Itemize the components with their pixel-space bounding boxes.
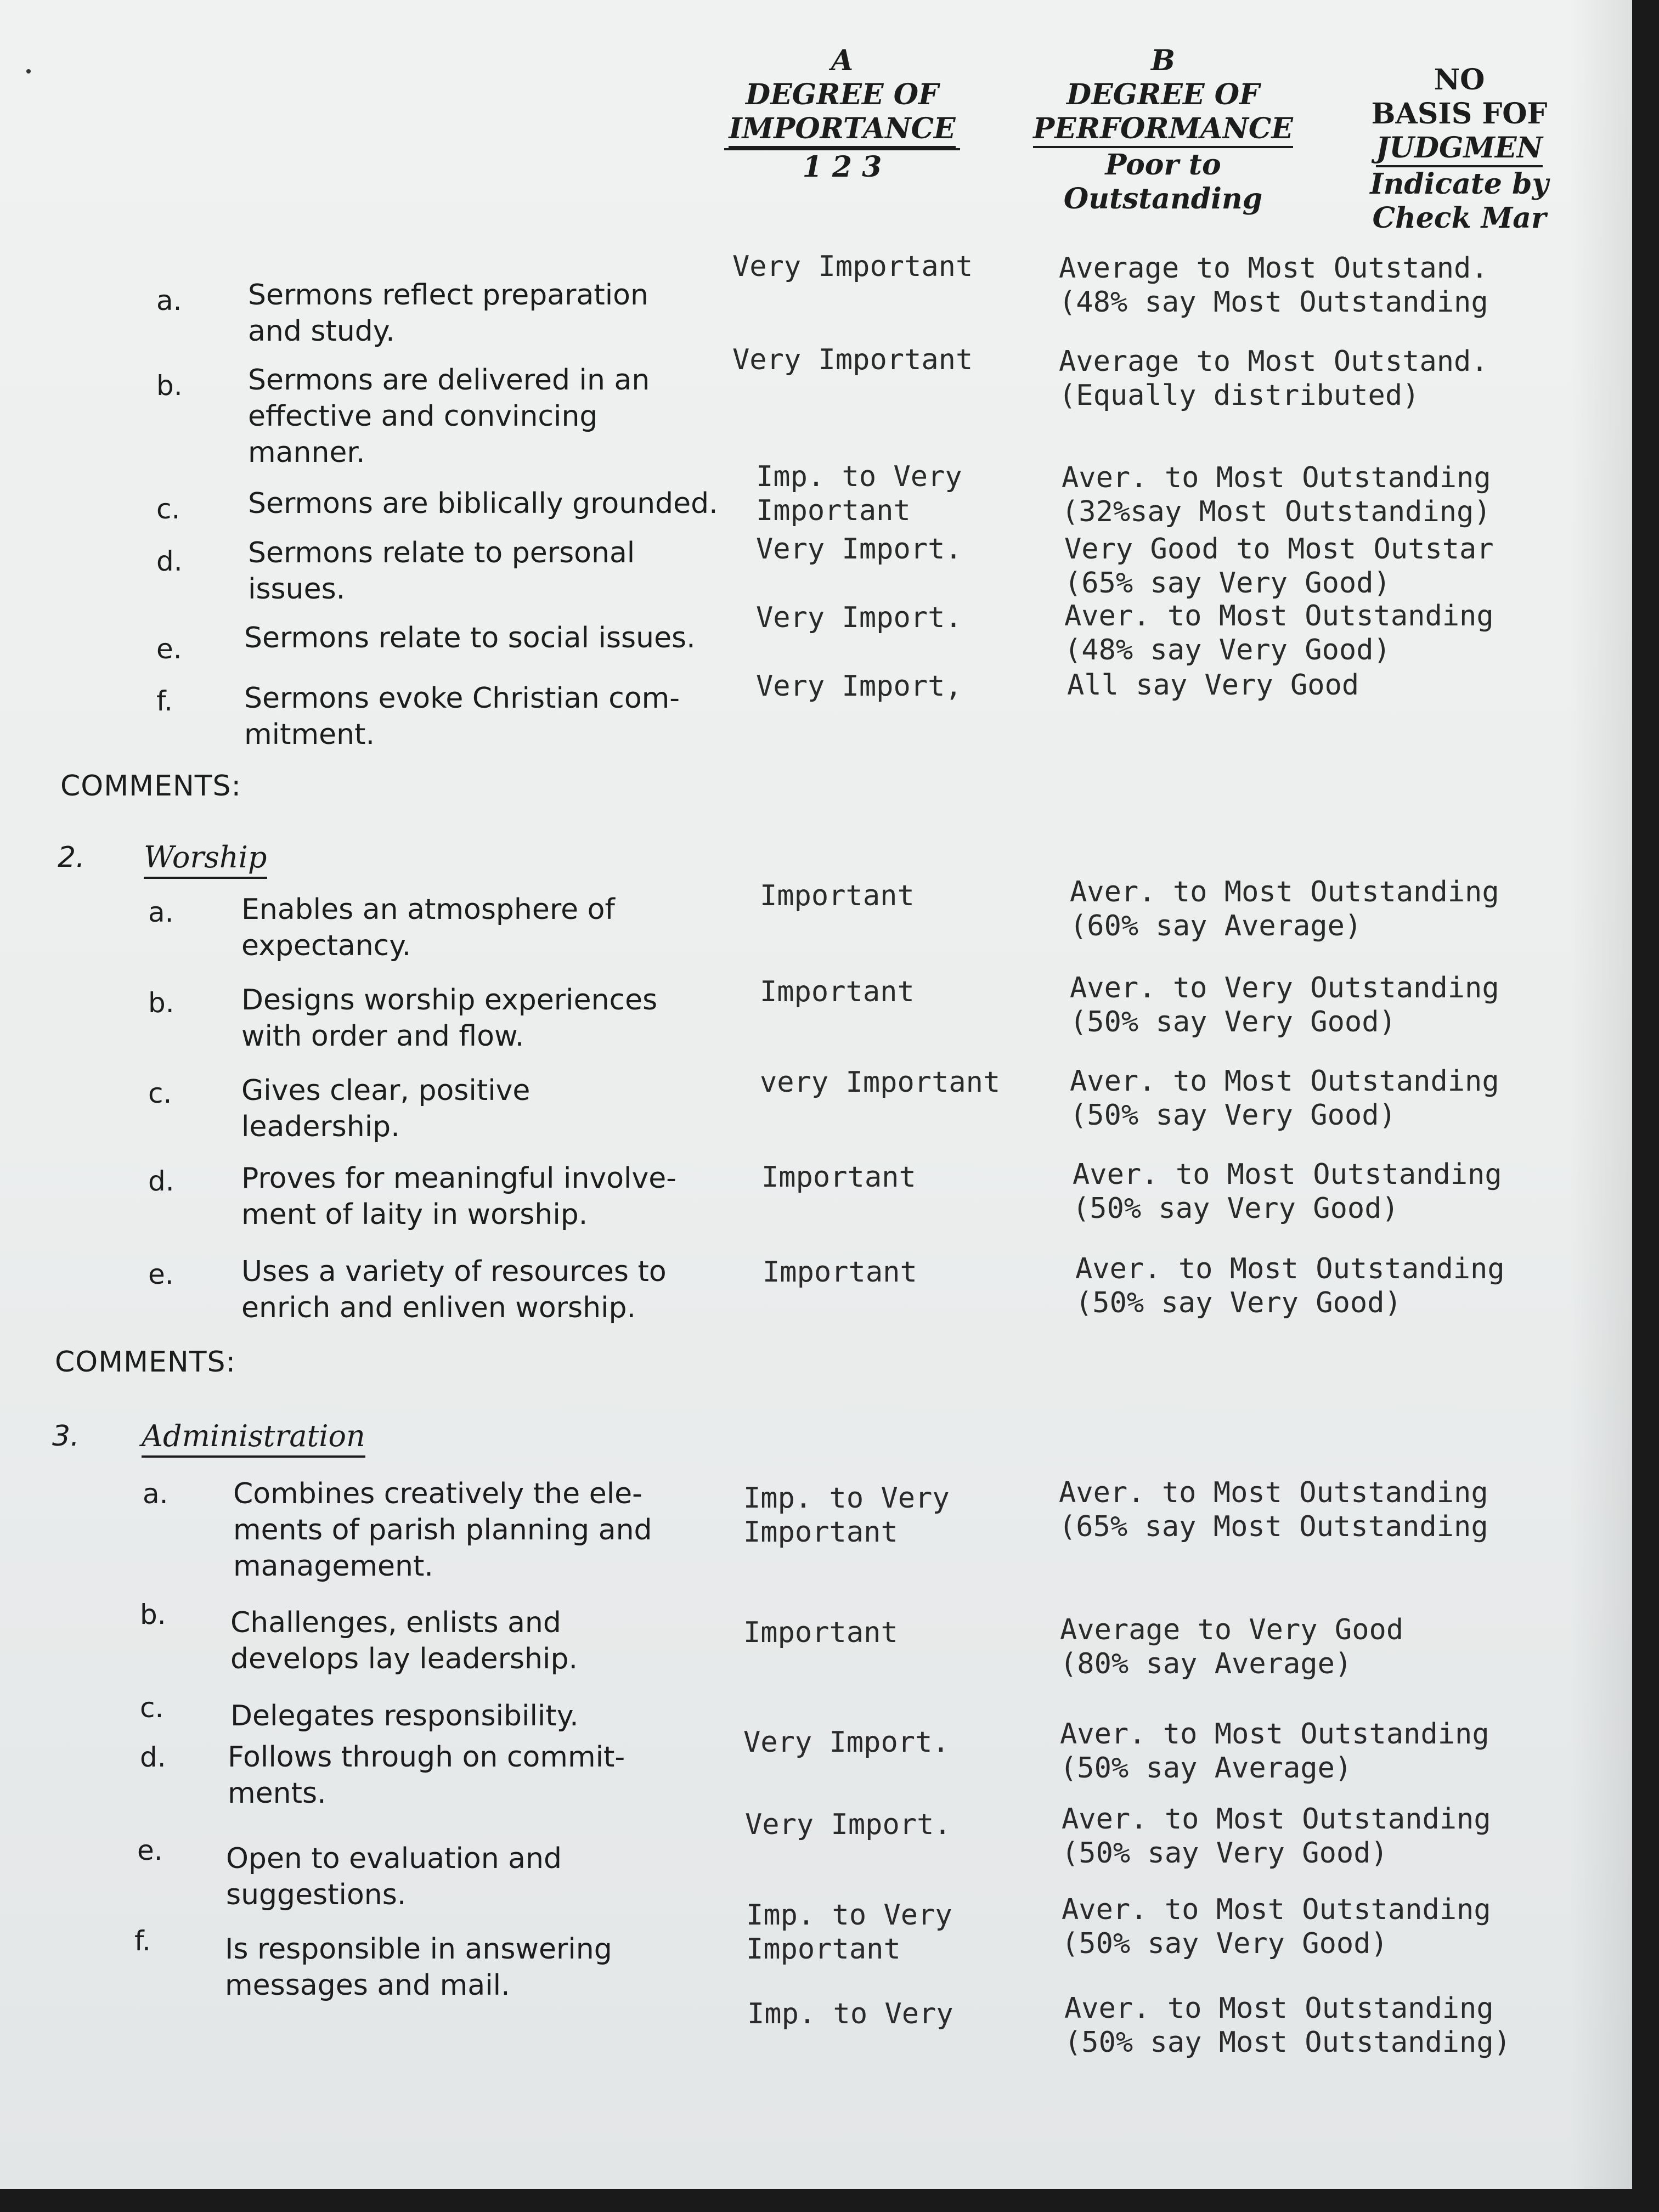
column-c-header bbox=[1361, 63, 1558, 235]
item-text: Combines creatively the ele- ments of parish planning and management. bbox=[233, 1477, 652, 1583]
item-letter: f. bbox=[156, 685, 173, 717]
column-b-letter: B bbox=[1151, 44, 1175, 77]
item-text: Sermons reflect preparation and study. bbox=[248, 279, 648, 348]
item-importance: Very Important bbox=[732, 250, 973, 283]
item-letter: a. bbox=[156, 285, 182, 317]
section-number: 3. bbox=[52, 1420, 80, 1453]
column-c-sub2: Check Mar bbox=[1372, 201, 1547, 235]
item-performance: Aver. to Most Outstanding (50% say Most Outstanding) bbox=[1064, 1992, 1511, 2059]
item-importance: Important bbox=[743, 1616, 898, 1649]
item-performance: Average to Most Outstand. (Equally distributed) bbox=[1059, 345, 1488, 412]
item-letter: b. bbox=[156, 370, 183, 402]
item-importance: Important bbox=[760, 879, 915, 912]
page-edge-shadow bbox=[1569, 0, 1632, 2189]
item-letter: d. bbox=[148, 1165, 174, 1197]
item-performance: Aver. to Most Outstanding (50% say Very Good) bbox=[1073, 1158, 1502, 1225]
item-text: Sermons are biblically grounded. bbox=[248, 487, 718, 520]
item-text: Challenges, enlists and develops lay leadership. bbox=[230, 1606, 578, 1675]
column-b-line1: DEGREE OF bbox=[1066, 78, 1260, 111]
item-importance: Very Important bbox=[732, 343, 973, 376]
item-letter: b. bbox=[140, 1599, 166, 1630]
item-letter: a. bbox=[143, 1478, 168, 1510]
item-letter: f. bbox=[134, 1925, 151, 1957]
comments-label: COMMENTS: bbox=[55, 1346, 236, 1379]
item-text: Sermons evoke Christian com- mitment. bbox=[244, 682, 680, 751]
item-text: Enables an atmosphere of expectancy. bbox=[241, 893, 615, 962]
column-a-letter: A bbox=[831, 44, 854, 77]
item-importance: Imp. to Very Important bbox=[746, 1899, 952, 1966]
column-c-sub1: Indicate by bbox=[1370, 167, 1549, 201]
item-performance: Aver. to Very Outstanding (50% say Very Good) bbox=[1070, 972, 1499, 1039]
item-letter: e. bbox=[148, 1259, 174, 1290]
column-b-header bbox=[1020, 44, 1306, 216]
column-c-line2: BASIS FOF bbox=[1371, 97, 1548, 131]
item-importance: Imp. to Very bbox=[747, 1997, 953, 2030]
section-number: 2. bbox=[58, 841, 85, 874]
item-importance: Imp. to Very Important bbox=[743, 1482, 950, 1549]
item-performance: Very Good to Most Outstar (65% say Very Good) bbox=[1064, 533, 1494, 600]
item-letter: d. bbox=[140, 1741, 166, 1773]
item-text: Designs worship experiences with order and flow. bbox=[241, 984, 658, 1053]
item-performance: All say Very Good bbox=[1067, 669, 1359, 702]
column-b-line2: PERFORMANCE bbox=[1033, 112, 1293, 148]
item-letter: b. bbox=[148, 987, 174, 1019]
item-performance: Average to Most Outstand. (48% say Most Outstanding bbox=[1059, 252, 1488, 319]
column-c-line3: JUDGMEN bbox=[1376, 131, 1543, 167]
item-letter: c. bbox=[156, 493, 180, 525]
item-importance: Very Import. bbox=[745, 1808, 951, 1841]
item-performance: Average to Very Good (80% say Average) bbox=[1060, 1613, 1404, 1680]
item-performance: Aver. to Most Outstanding (50% say Very Good) bbox=[1062, 1893, 1491, 1960]
item-text: Sermons relate to social issues. bbox=[244, 622, 696, 654]
section-title-worship: Worship bbox=[144, 839, 267, 879]
item-importance: Very Import. bbox=[743, 1726, 950, 1759]
item-letter: d. bbox=[156, 545, 183, 577]
column-a-scale: 1 2 3 bbox=[802, 150, 882, 184]
item-performance: Aver. to Most Outstanding (48% say Very Good) bbox=[1064, 600, 1494, 667]
item-text: Sermons are delivered in an effective and convincing manner. bbox=[248, 364, 650, 469]
item-importance: Important bbox=[761, 1161, 916, 1194]
item-performance: Aver. to Most Outstanding (50% say Very Good) bbox=[1070, 1065, 1499, 1132]
item-importance: Important bbox=[763, 1256, 917, 1289]
column-c-line1: NO bbox=[1434, 63, 1485, 97]
column-a-header bbox=[713, 44, 971, 184]
item-text: Is responsible in answering messages and mail. bbox=[225, 1933, 612, 2002]
item-performance: Aver. to Most Outstanding (50% say Very Good) bbox=[1075, 1252, 1505, 1319]
item-performance: Aver. to Most Outstanding (50% say Average) bbox=[1060, 1718, 1489, 1785]
item-importance: Imp. to Very Important bbox=[756, 460, 962, 527]
item-performance: Aver. to Most Outstanding (32%say Most Outstanding) bbox=[1062, 461, 1491, 528]
column-b-sub2: Outstanding bbox=[1063, 182, 1263, 216]
speck bbox=[26, 69, 31, 74]
item-performance: Aver. to Most Outstanding (60% say Average) bbox=[1070, 876, 1499, 943]
item-performance: Aver. to Most Outstanding (65% say Most Outstanding bbox=[1059, 1476, 1488, 1543]
section-title-administration: Administration bbox=[142, 1418, 365, 1458]
item-letter: c. bbox=[140, 1692, 164, 1724]
item-text: Proves for meaningful involve- ment of laity in worship. bbox=[241, 1162, 676, 1231]
comments-label: COMMENTS: bbox=[60, 770, 242, 803]
item-text: Follows through on commit- ments. bbox=[228, 1741, 625, 1810]
item-importance: Important bbox=[760, 975, 915, 1008]
item-letter: a. bbox=[148, 896, 174, 928]
item-importance: Very Import, bbox=[756, 670, 962, 703]
item-letter: e. bbox=[156, 633, 182, 665]
column-b-sub1: Poor to bbox=[1105, 148, 1221, 182]
item-importance: Very Import. bbox=[756, 601, 962, 634]
item-letter: c. bbox=[148, 1077, 172, 1109]
item-importance: very Important bbox=[760, 1066, 1001, 1099]
item-text: Delegates responsibility. bbox=[230, 1700, 579, 1733]
column-a-line1: DEGREE OF bbox=[746, 78, 939, 111]
item-importance: Very Import. bbox=[756, 533, 962, 566]
item-text: Gives clear, positive leadership. bbox=[241, 1074, 531, 1143]
item-letter: e. bbox=[137, 1835, 163, 1866]
item-text: Uses a variety of resources to enrich and enliven worship. bbox=[241, 1255, 667, 1324]
item-text: Open to evaluation and suggestions. bbox=[226, 1842, 562, 1911]
column-a-line2: IMPORTANCE bbox=[729, 112, 955, 148]
item-performance: Aver. to Most Outstanding (50% say Very Good) bbox=[1062, 1803, 1491, 1870]
item-text: Sermons relate to personal issues. bbox=[248, 537, 635, 606]
